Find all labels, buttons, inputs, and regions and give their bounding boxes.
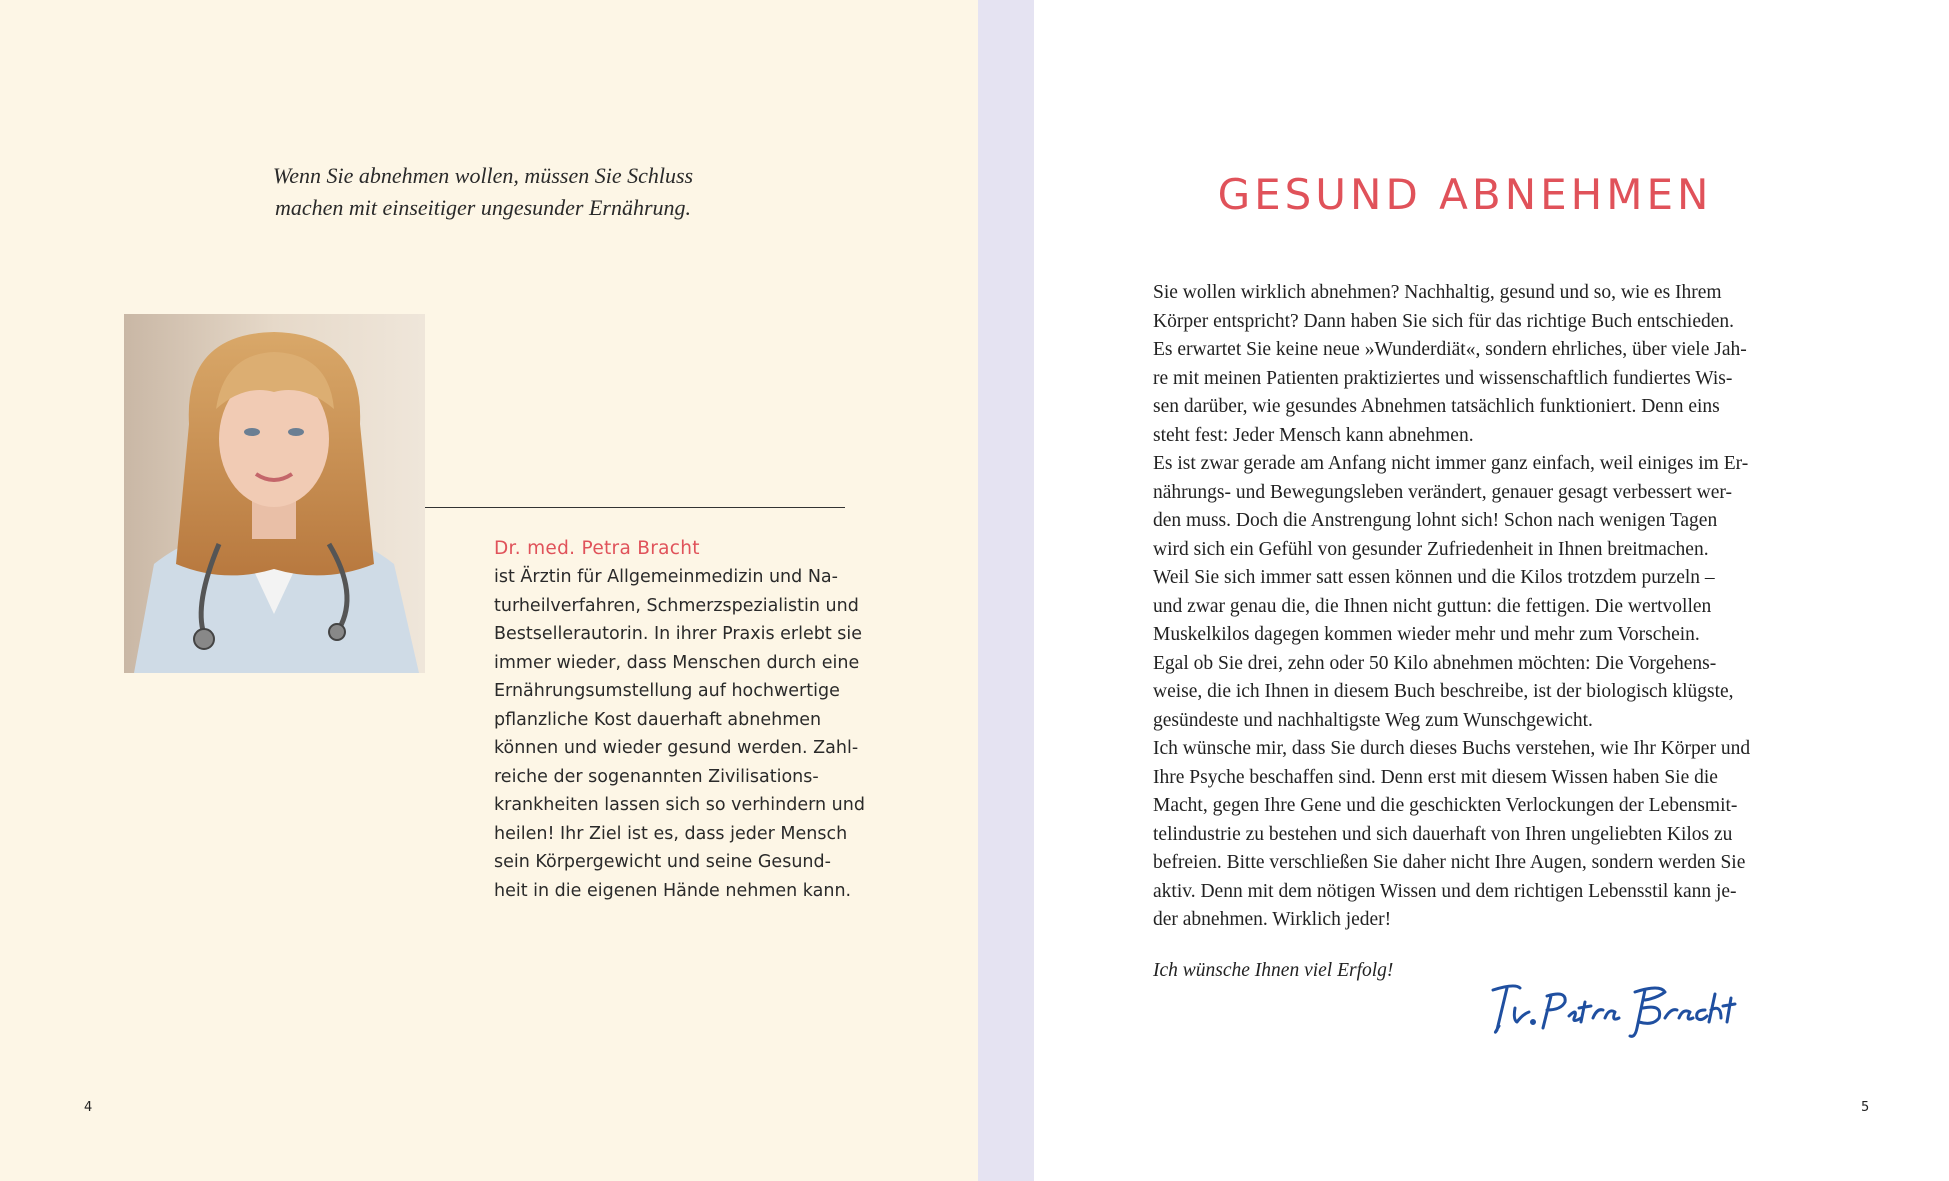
author-bio [494,563,865,905]
quote-line: Wenn Sie abnehmen wollen, müssen Sie Schluss [272,163,694,188]
bio-line: heilen! Ihr Ziel ist es, dass jeder Mensch [494,823,848,844]
body-line: Sie wollen wirklich abnehmen? Nachhaltig, gesund und so, wie es Ihrem [1153,282,1722,303]
bio-line: können und wieder gesund werden. Zahl- [494,738,859,758]
body-line: Macht, gegen Ihre Gene und die geschickten Verlockungen der Lebensmit- [1153,795,1738,816]
body-line: befreien. Bitte verschließen Sie daher nicht Ihre Augen, sondern werden Sie [1153,852,1746,873]
page-number-right: 5 [1861,1100,1870,1115]
body-line: sen darüber, wie gesundes Abnehmen tatsächlich funktioniert. Denn eins [1153,396,1720,417]
bio-line: immer wieder, dass Menschen durch eine [494,652,860,673]
body-line: Ich wünsche mir, dass Sie durch dieses Buchs verstehen, wie Ihr Körper und [1153,738,1751,759]
signature [1485,978,1745,1048]
body-line: Es ist zwar gerade am Anfang nicht immer ganz einfach, weil einiges im Er- [1153,453,1749,474]
bio-line: pflanzliche Kost dauerhaft abnehmen [494,709,822,730]
page-number-left: 4 [84,1100,93,1115]
body-line: telindustrie zu bestehen und sich dauerhaft von Ihren ungeliebten Kilos zu [1153,823,1733,845]
body-line: den muss. Doch die Anstrengung lohnt sich! Schon nach wenigen Tagen [1153,510,1718,531]
author-name: Dr. med. Petra Bracht [494,538,700,559]
body-line: nährungs- und Bewegungsleben verändert, genauer gesagt verbessert wer- [1153,481,1732,503]
bio-line: Bestsellerautorin. In ihrer Praxis erlebt sie [494,624,863,644]
bio-line: Ernährungsumstellung auf hochwertige [494,681,840,701]
body-line: wird sich ein Gefühl von gesunder Zufriedenheit in Ihnen breitmachen. [1153,538,1709,560]
body-line: gesündeste und nachhaltigste Weg zum Wunschgewicht. [1153,709,1593,731]
pull-quote [258,160,708,224]
body-line: der abnehmen. Wirklich jeder! [1153,909,1392,930]
bio-line: sein Körpergewicht und seine Gesund- [494,852,831,872]
author-block [494,535,865,905]
body-line: Körper entspricht? Dann haben Sie sich für das richtige Buch entschieden. [1153,310,1735,332]
page-gutter [978,0,1034,1181]
body-line: weise, die ich Ihnen in diesem Buch beschreibe, ist der biologisch klügste, [1153,681,1734,702]
bio-line: heit in die eigenen Hände nehmen kann. [494,880,852,901]
chapter-heading: GESUND ABNEHMEN [1217,170,1713,219]
bio-line: krankheiten lassen sich so verhindern und [494,795,865,815]
quote-line: machen mit einseitiger ungesunder Ernährung. [274,195,692,220]
author-photo [124,314,425,673]
body-text [1153,279,1803,935]
body-line: und zwar genau die, die Ihnen nicht guttun: die fettigen. Die wertvollen [1153,595,1712,617]
body-line: Es erwartet Sie keine neue »Wunderdiät«, sondern ehrliches, über viele Jah- [1153,339,1747,360]
body-line: Ihre Psyche beschaffen sind. Denn erst mit diesem Wissen haben Sie die [1153,766,1718,788]
body-line: aktiv. Denn mit dem nötigen Wissen und dem richtigen Lebensstil kann je- [1153,880,1737,902]
bio-line: turheilverfahren, Schmerzspezialistin und [494,595,859,616]
bio-line: ist Ärztin für Allgemeinmedizin und Na- [494,567,838,587]
body-line: Muskelkilos dagegen kommen wieder mehr und mehr zum Vorschein. [1153,624,1700,645]
bio-line: reiche der sogenannten Zivilisations- [494,766,819,787]
body-line: Egal ob Sie drei, zehn oder 50 Kilo abnehmen möchten: Die Vorgehens- [1153,652,1717,674]
closing-line: Ich wünsche Ihnen viel Erfolg! [1153,960,1394,981]
body-line: re mit meinen Patienten praktiziertes und wissenschaftlich fundiertes Wis- [1153,367,1733,389]
divider-rule [425,507,845,508]
body-line: steht fest: Jeder Mensch kann abnehmen. [1153,424,1474,446]
body-line: Weil Sie sich immer satt essen können und die Kilos trotzdem purzeln – [1153,567,1715,588]
